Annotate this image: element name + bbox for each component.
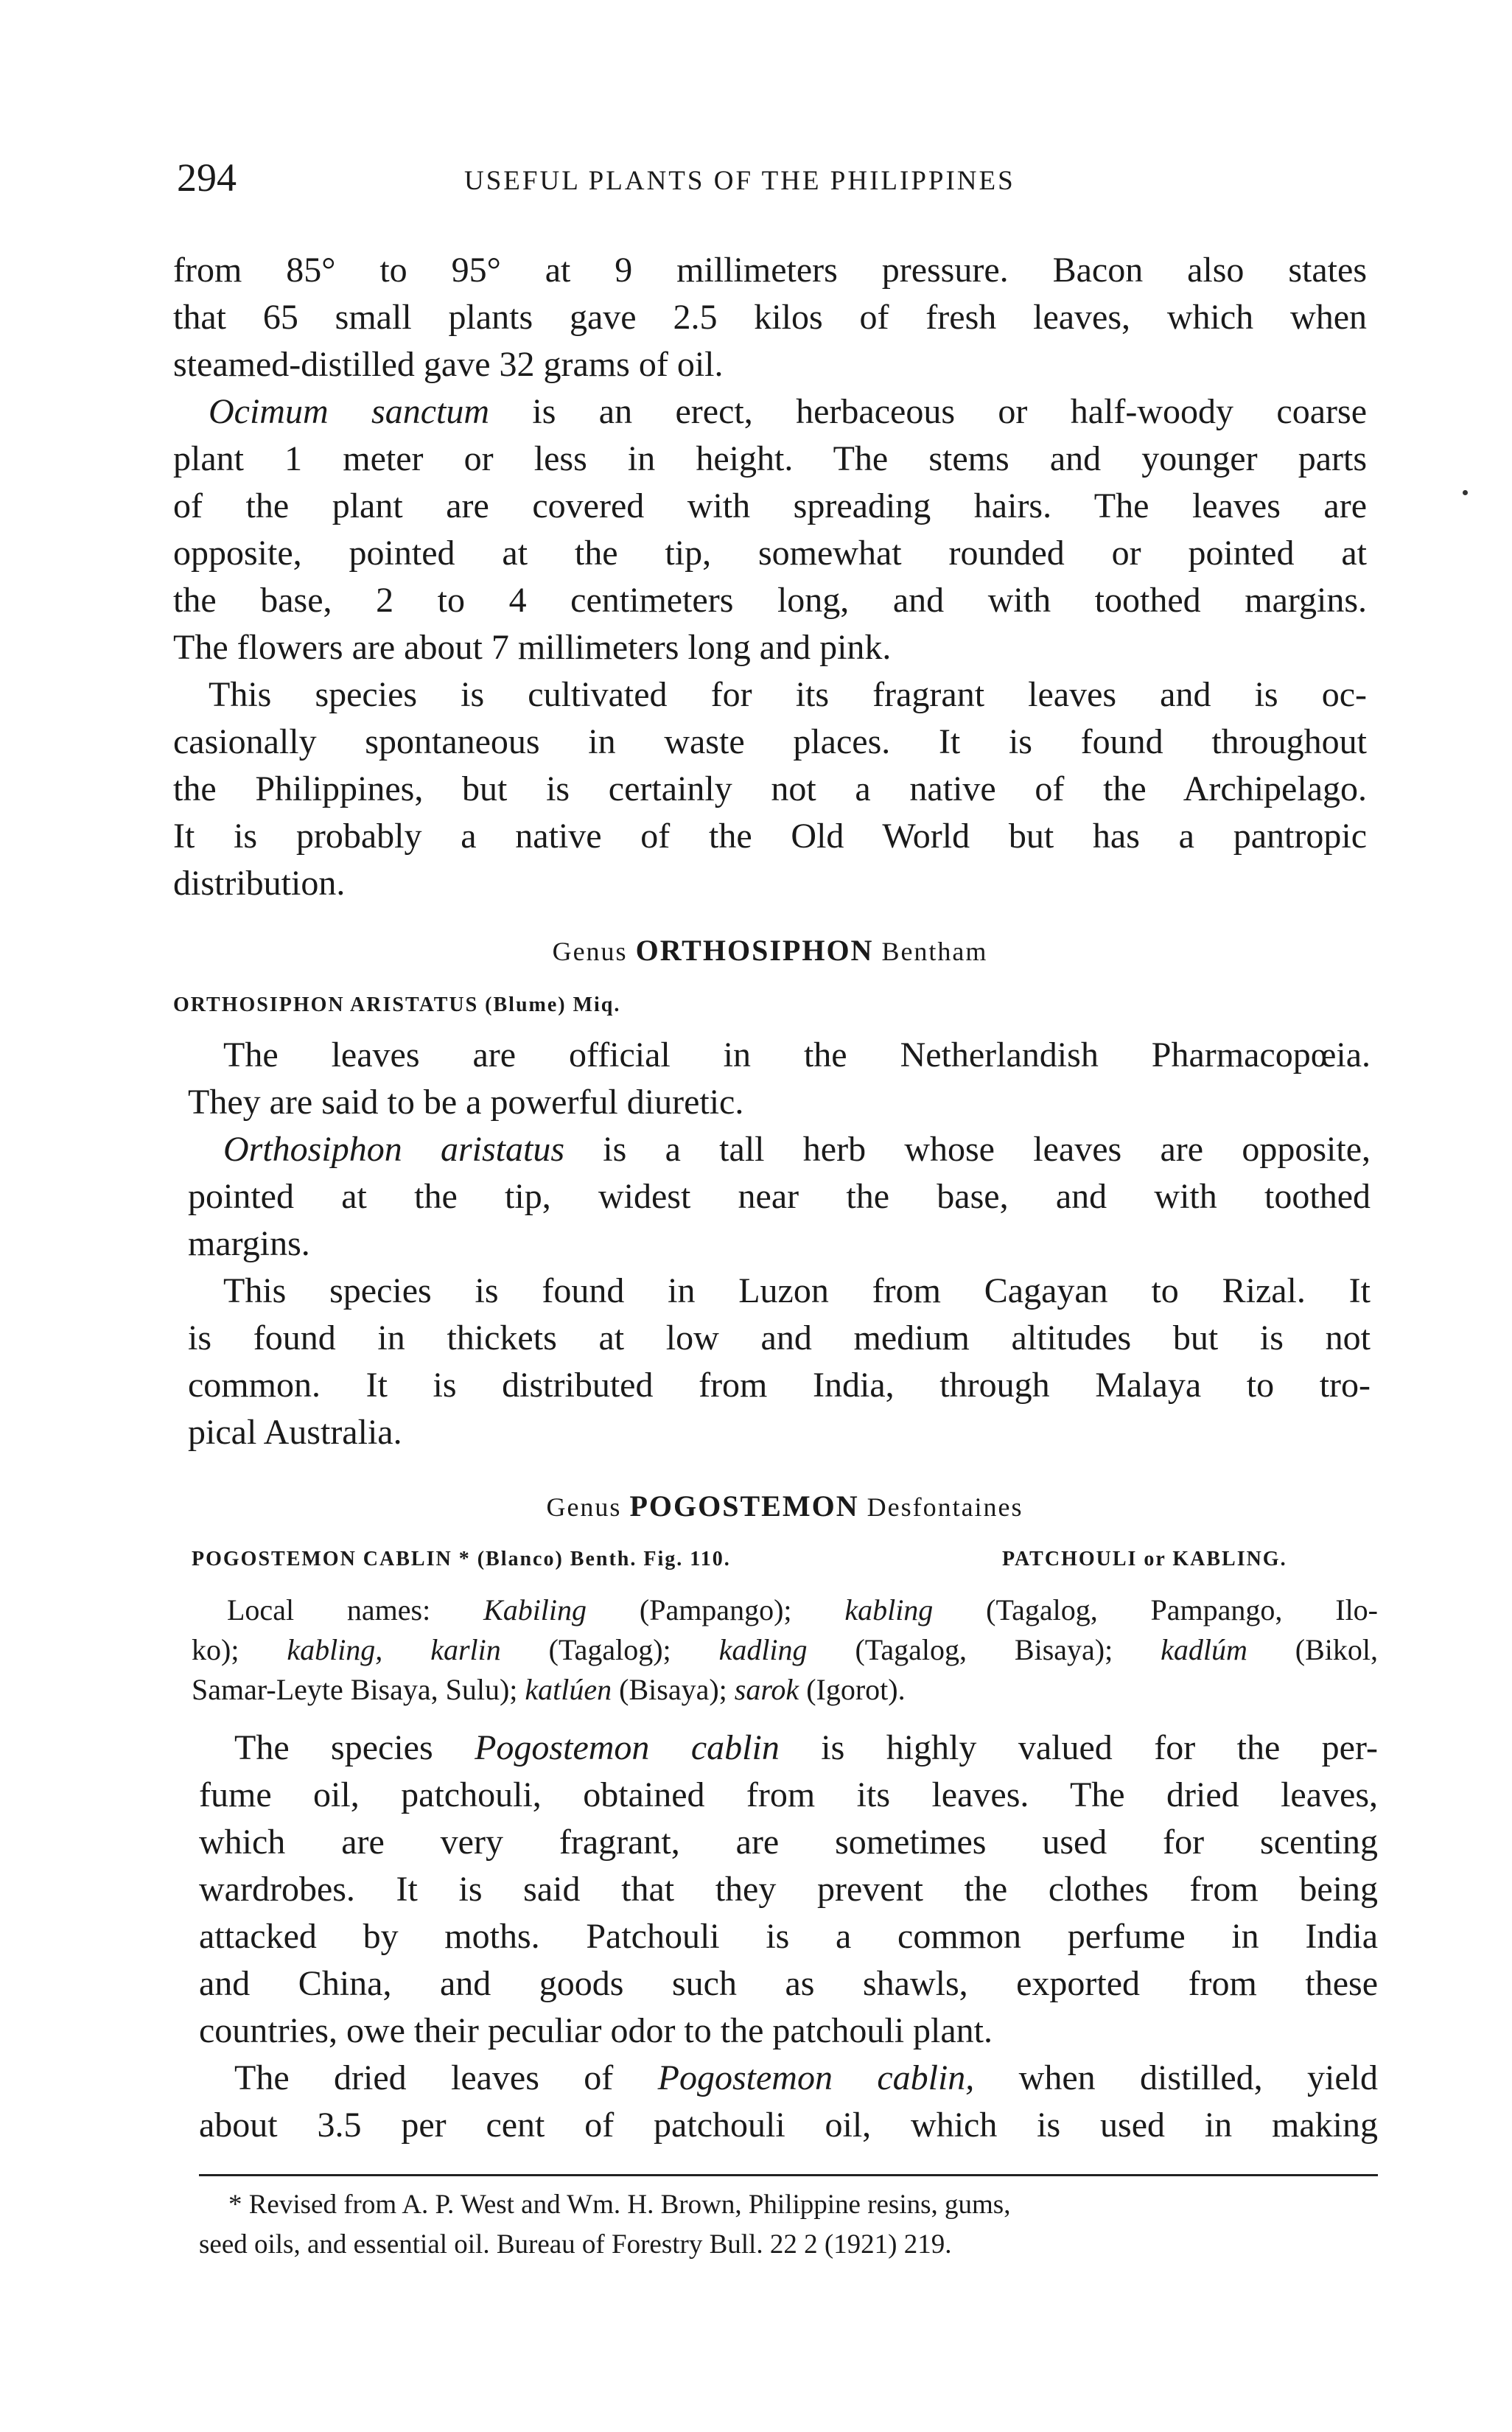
text-line: and China, and goods such as shawls, exported from these (199, 1964, 1378, 2003)
text-line (173, 388, 1367, 436)
text-fragment: The dried leaves of (234, 2058, 658, 2097)
paragraph-orthosiphon-distribution (188, 1268, 1371, 1456)
species-heading-orthosiphon: ORTHOSIPHON ARISTATUS (Blume) Miq. (173, 993, 621, 1016)
paragraph-orthosiphon-uses (188, 1032, 1371, 1126)
text-line: that 65 small plants gave 2.5 kilos of fresh leaves, which when (173, 298, 1367, 337)
species-name-italic: Pogostemon cablin, (657, 2058, 975, 2097)
text-line: It is probably a native of the Old World but has a pantropic (173, 817, 1367, 856)
text-fragment: (Tagalog, Pampango, Ilo- (933, 1593, 1378, 1626)
paragraph-pogostemon-uses (199, 1725, 1378, 2055)
text-line: pointed at the tip, widest near the base, and with toothed (188, 1177, 1371, 1216)
text-fragment: is highly valued for the per- (779, 1728, 1378, 1767)
footnote (199, 2185, 1378, 2265)
print-speck (1463, 490, 1468, 495)
text-fragment: Samar-Leyte Bisaya, Sulu); (192, 1673, 525, 1706)
species-name-italic: Orthosiphon aristatus (223, 1130, 565, 1169)
text-line: They are said to be a powerful diuretic. (188, 1083, 744, 1122)
genus-name: POGOSTEMON (629, 1489, 859, 1523)
genus-prefix: Genus (546, 1492, 622, 1522)
paragraph-patchouli-oil (199, 2055, 1378, 2149)
text-line: This species is found in Luzon from Cagayan to Rizal. It (223, 1271, 1371, 1310)
text-line: This species is cultivated for its fragrant leaves and is oc- (209, 675, 1367, 714)
species-name-italic: Ocimum sanctum (209, 392, 490, 431)
local-name: kadlúm (1161, 1633, 1247, 1666)
text-line: from 85° to 95° at 9 millimeters pressure. Bacon also states (173, 251, 1367, 290)
text-fragment: The species (234, 1728, 475, 1767)
genus-author: Bentham (881, 937, 988, 966)
text-line: is found in thickets at low and medium altitudes but is not (188, 1318, 1371, 1357)
text-line: plant 1 meter or less in height. The stems and younger parts (173, 439, 1367, 478)
genus-name: ORTHOSIPHON (635, 934, 874, 967)
text-fragment: is a tall herb whose leaves are opposite, (564, 1130, 1371, 1169)
text-line: about 3.5 per cent of patchouli oil, which is used in making (199, 2106, 1378, 2145)
text-line (192, 1630, 1378, 1670)
text-line: seed oils, and essential oil. Bureau of Forestry Bull. 22 2 (1921) 219. (199, 2229, 952, 2260)
running-head: USEFUL PLANTS OF THE PHILIPPINES (464, 166, 1015, 196)
local-name: kabling (844, 1593, 934, 1626)
text-line: attacked by moths. Patchouli is a common perfume in India (199, 1917, 1378, 1956)
local-name: sarok (734, 1673, 799, 1706)
paragraph-ocimum-distribution (173, 671, 1367, 907)
text-line: wardrobes. It is said that they prevent the clothes from being (199, 1870, 1378, 1909)
paragraph-ocimum-description (173, 388, 1367, 671)
text-line: casionally spontaneous in waste places. It is found throughout (173, 722, 1367, 761)
species-name-italic: Pogostemon cablin (475, 1728, 780, 1767)
text-fragment: when distilled, yield (974, 2058, 1379, 2097)
text-line: pical Australia. (188, 1413, 402, 1452)
text-line: the base, 2 to 4 centimeters long, and with toothed margins. (173, 581, 1367, 620)
text-line: The leaves are official in the Netherlandish Pharmacopœia. (223, 1035, 1371, 1075)
genus-heading-orthosiphon (173, 933, 1367, 968)
text-fragment: (Bikol, (1247, 1633, 1378, 1666)
text-line (192, 1590, 1378, 1630)
text-line: margins. (188, 1224, 310, 1263)
text-fragment: (Bisaya); (612, 1673, 735, 1706)
text-line (199, 2055, 1378, 2102)
local-names-label: Local names: (227, 1593, 431, 1626)
text-fragment: is an erect, herbaceous or half-woody coarse (489, 392, 1367, 431)
text-line: countries, owe their peculiar odor to the patchouli plant. (199, 2011, 993, 2050)
text-line: common. It is distributed from India, through Malaya to tro- (188, 1366, 1371, 1405)
footnote-divider (199, 2174, 1378, 2176)
text-line: opposite, pointed at the tip, somewhat rounded or pointed at (173, 534, 1367, 573)
text-line: steamed-distilled gave 32 grams of oil. (173, 345, 724, 384)
page-number: 294 (177, 156, 237, 200)
text-line: fume oil, patchouli, obtained from its leaves. The dried leaves, (199, 1775, 1378, 1814)
text-fragment: (Igorot). (799, 1673, 906, 1706)
text-line (192, 1670, 1378, 1710)
text-line: which are very fragrant, are sometimes used for scenting (199, 1823, 1378, 1862)
common-name-heading: PATCHOULI or KABLING. (1002, 1548, 1287, 1570)
local-names-block (192, 1590, 1378, 1710)
text-fragment: (Pampango); (587, 1593, 845, 1626)
text-fragment: (Tagalog); (500, 1633, 719, 1666)
text-line (188, 1126, 1371, 1173)
paragraph-orthosiphon-description (188, 1126, 1371, 1268)
text-line: distribution. (173, 864, 346, 903)
local-name: katlúen (525, 1673, 612, 1706)
local-name: Kabiling (483, 1593, 587, 1626)
text-line: the Philippines, but is certainly not a native of the Archipelago. (173, 769, 1367, 808)
local-name: kabling, karlin (287, 1633, 501, 1666)
text-fragment: (Tagalog, Bisaya); (807, 1633, 1161, 1666)
species-heading-pogostemon: POGOSTEMON CABLIN * (Blanco) Benth. Fig. 110. (192, 1548, 731, 1570)
local-name: kadling (718, 1633, 808, 1666)
paragraph-oil-yield (173, 247, 1367, 388)
genus-heading-pogostemon (192, 1489, 1378, 1523)
text-line (199, 1725, 1378, 1772)
text-line: * Revised from A. P. West and Wm. H. Brown, Philippine resins, gums, (228, 2190, 1011, 2220)
text-line: The flowers are about 7 millimeters long and pink. (173, 628, 892, 667)
genus-author: Desfontaines (867, 1492, 1023, 1522)
text-fragment: ko); (192, 1633, 287, 1666)
page-header (177, 155, 1363, 206)
genus-prefix: Genus (552, 937, 628, 966)
text-line: of the plant are covered with spreading hairs. The leaves are (173, 486, 1367, 525)
